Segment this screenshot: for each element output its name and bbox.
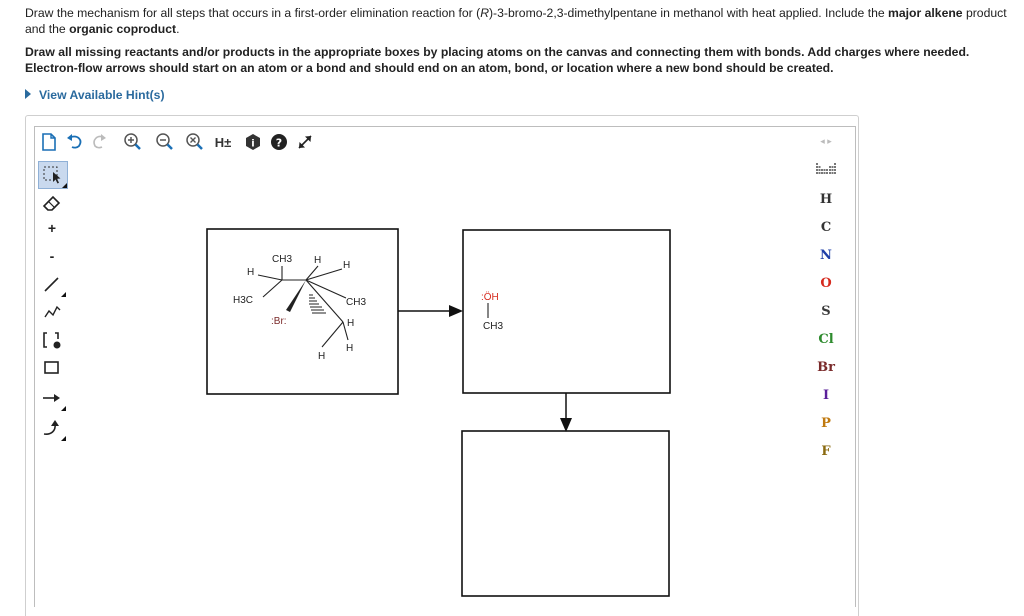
label-h-left: H bbox=[247, 267, 255, 278]
label-h-top: H bbox=[314, 255, 322, 266]
label-oh: :ÖH bbox=[481, 292, 499, 303]
submenu-corner-icon bbox=[61, 292, 66, 297]
label-h-right: H bbox=[347, 318, 355, 329]
element-p[interactable]: P bbox=[821, 416, 831, 431]
eraser-tool[interactable] bbox=[38, 190, 66, 216]
top-toolbar bbox=[34, 127, 814, 159]
submenu-corner-icon bbox=[61, 436, 66, 441]
fullscreen-icon[interactable] bbox=[294, 131, 316, 153]
info-icon[interactable] bbox=[242, 131, 264, 153]
drawing-canvas[interactable] bbox=[34, 126, 856, 607]
curved-arrow-tool[interactable] bbox=[38, 415, 66, 441]
label-br: :Br: bbox=[271, 316, 287, 327]
element-h[interactable]: H bbox=[819, 192, 833, 207]
instruction-text: Draw all missing reactants and/or products in the appropriate boxes by placing atoms on the canvas and connecting them with bonds. Add charges where needed. Electron-flow arrows should start on an atom or a bond and should end on an atom, bond, or location where a new bond should be created. bbox=[25, 45, 970, 75]
chain-tool[interactable] bbox=[38, 299, 66, 325]
submenu-corner-icon bbox=[61, 406, 66, 411]
element-n[interactable]: N bbox=[820, 248, 832, 263]
new-document-icon[interactable] bbox=[38, 131, 60, 153]
submenu-corner-icon bbox=[62, 183, 67, 188]
scroll-arrows-icon[interactable]: ◂ ▸ bbox=[820, 136, 832, 146]
rectangle-tool[interactable] bbox=[38, 355, 66, 381]
element-cl[interactable]: Cl bbox=[818, 332, 834, 347]
element-s[interactable]: S bbox=[821, 304, 831, 319]
select-tool[interactable] bbox=[38, 161, 68, 189]
element-c[interactable]: C bbox=[820, 220, 832, 235]
element-palette bbox=[812, 130, 840, 470]
periodic-table-icon[interactable] bbox=[816, 162, 836, 176]
zoom-out-icon[interactable] bbox=[154, 131, 176, 153]
label-h3c: H3C bbox=[233, 295, 254, 306]
add-positive-charge-tool[interactable]: + bbox=[47, 220, 57, 236]
element-f[interactable]: F bbox=[821, 444, 831, 459]
question-text: Draw the mechanism for all steps that occurs in a first-order elimination reaction for (R)-3-bromo-2,3-dimethylpentane in methanol with heat applied. Include the major alkene product and the organic coproduct. bbox=[25, 6, 1007, 36]
zoom-in-icon[interactable] bbox=[122, 131, 144, 153]
element-o[interactable]: O bbox=[820, 276, 832, 291]
label-ch3-right: CH3 bbox=[346, 297, 367, 308]
reaction-arrow-tool[interactable] bbox=[38, 385, 66, 411]
svg-text:?: ? bbox=[275, 136, 283, 150]
expand-triangle-icon bbox=[25, 89, 31, 99]
label-h-right-lower: H bbox=[346, 343, 354, 354]
zoom-reset-icon[interactable] bbox=[184, 131, 206, 153]
add-negative-charge-tool[interactable]: - bbox=[49, 248, 55, 264]
label-ch3-methanol: CH3 bbox=[483, 321, 504, 332]
label-ch3-top: CH3 bbox=[272, 254, 293, 265]
undo-icon[interactable] bbox=[64, 131, 86, 153]
bracket-tool[interactable] bbox=[38, 327, 66, 353]
view-hints-link[interactable]: View Available Hint(s) bbox=[25, 88, 165, 102]
explicit-hydrogens-button[interactable]: H± bbox=[214, 134, 232, 150]
left-toolbar bbox=[34, 159, 68, 459]
label-h-bottom: H bbox=[318, 351, 326, 362]
redo-icon[interactable] bbox=[88, 131, 110, 153]
element-i[interactable]: I bbox=[822, 388, 830, 403]
svg-text:i: i bbox=[251, 138, 255, 150]
help-icon[interactable] bbox=[268, 131, 290, 153]
single-bond-tool[interactable] bbox=[38, 271, 66, 297]
element-br[interactable]: Br bbox=[817, 360, 835, 375]
label-h-top-right: H bbox=[343, 260, 351, 271]
